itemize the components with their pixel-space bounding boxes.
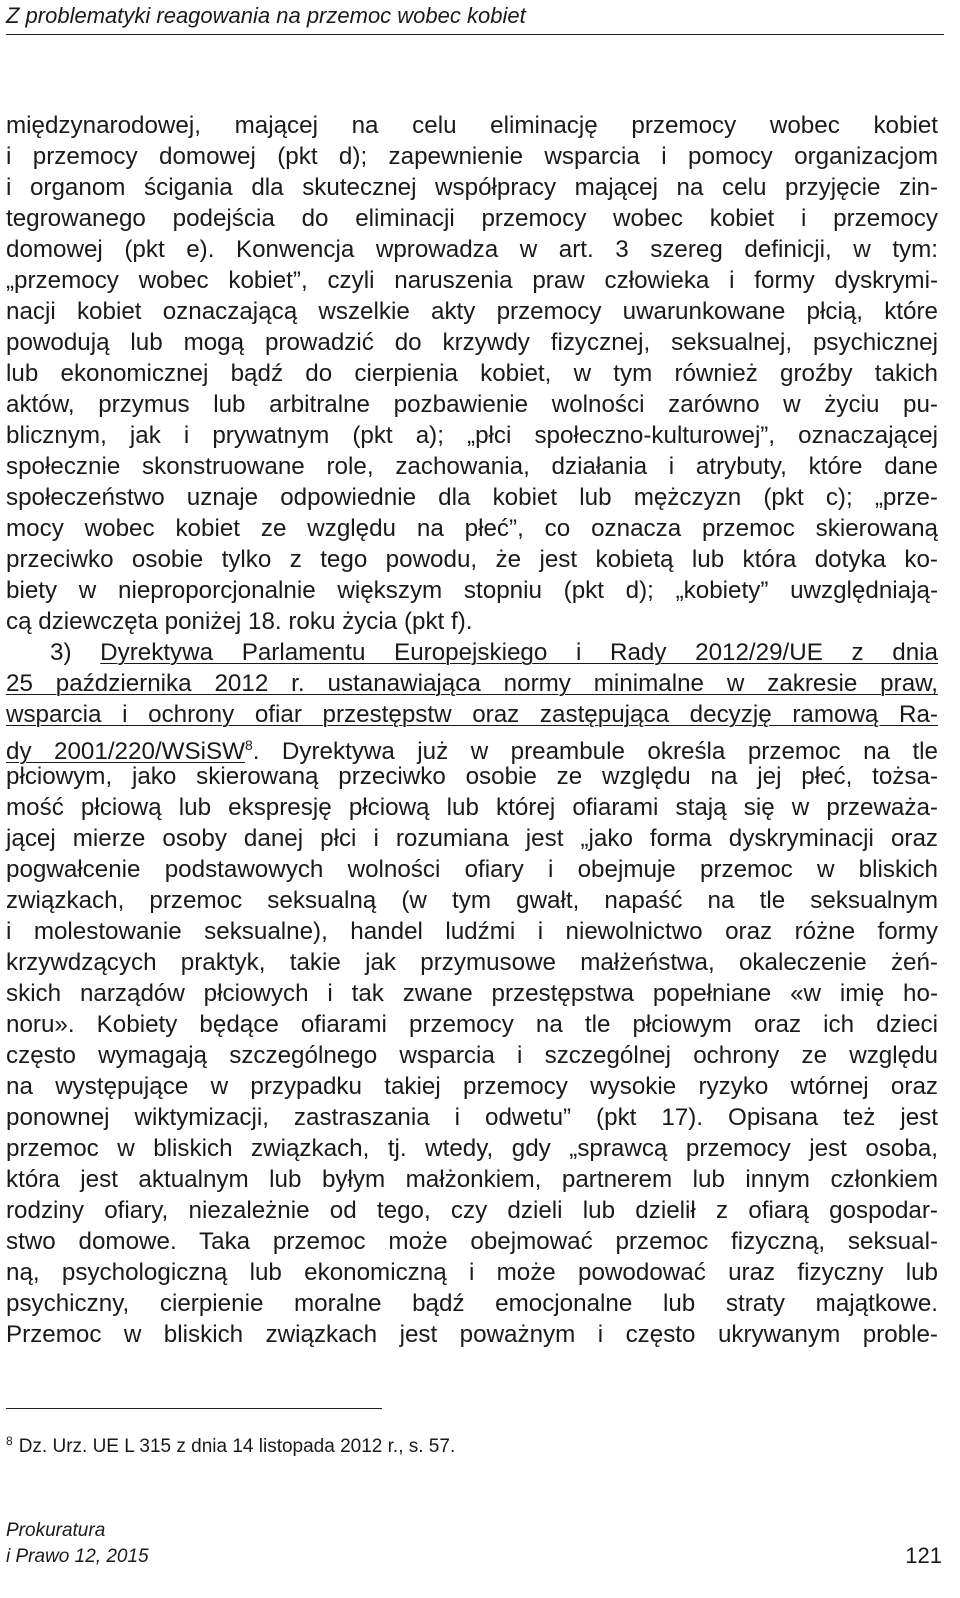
text-line: biety w nieproporcjonalnie większym stopniu (pkt d); „kobiety” uwzględniają- — [6, 577, 938, 604]
text-line: społeczeństwo uznaje odpowiednie dla kobiet lub mężczyzn (pkt c); „prze- — [6, 484, 938, 511]
text-line: mość płciową lub ekspresję płciową lub której ofiarami stają się w przeważa- — [6, 794, 938, 821]
directive-title-link[interactable]: dy 2001/220/WSiSW — [6, 738, 245, 765]
text-line: powodują lub mogą prowadzić do krzywdy fizycznej, seksualnej, psychicznej — [6, 329, 938, 356]
text-line: na występujące w przypadku takiej przemocy wysokie ryzyko wtórnej oraz — [6, 1073, 938, 1100]
text-line: międzynarodowej, mającej na celu eliminację przemocy wobec kobiet — [6, 112, 938, 139]
directive-title-line — [6, 699, 938, 730]
directive-title-link[interactable]: wsparcia i ochrony ofiar przestępstw oraz zastępująca decyzję ramową Ra- — [6, 701, 938, 728]
text-line: tegrowanego podejścia do eliminacji przemocy wobec kobiet i przemocy — [6, 205, 938, 232]
directive-title-line — [6, 668, 938, 699]
footnote — [6, 1428, 455, 1460]
footnote-number: 8 — [6, 1434, 13, 1448]
text-line: związkach, przemoc seksualną (w tym gwałt, napaść na tle seksualnym — [6, 887, 938, 914]
text-line: skich narządów płciowych i tak zwane przestępstwa popełniane «w imię ho- — [6, 980, 938, 1007]
directive-title-link[interactable]: Dyrektywa Parlamentu Europejskiego i Rady 2012/29/UE z dnia — [100, 639, 939, 666]
text-line: blicznym, jak i prywatnym (pkt a); „płci społeczno-kulturowej”, oznaczającej — [6, 422, 938, 449]
footnote-ref[interactable]: 8 — [244, 737, 253, 753]
text-line: stwo domowe. Taka przemoc może obejmować przemoc fizyczną, seksual- — [6, 1228, 938, 1255]
text-line: często wymagają szczególnego wsparcia i szczególnej ochrony ze względu — [6, 1042, 938, 1069]
text-line: krzywdzących praktyk, takie jak przymusowe małżeństwa, okaleczenie żeń- — [6, 949, 938, 976]
page-number: 121 — [905, 1543, 942, 1568]
journal-info — [6, 1518, 149, 1570]
text-line: nacji kobiet oznaczającą wszelkie akty przemocy uwarunkowane płcią, które — [6, 298, 938, 325]
text-line: cą dziewczęta poniżej 18. roku życia (pkt f). — [6, 608, 473, 635]
text-line: która jest aktualnym lub byłym małżonkiem, partnerem lub innym członkiem — [6, 1166, 938, 1193]
text-line: i przemocy domowej (pkt d); zapewnienie wsparcia i pomocy organizacjom — [6, 143, 938, 170]
header-title: Z problematyki reagowania na przemoc wobec kobiet — [6, 3, 526, 28]
footnote-divider — [6, 1408, 382, 1409]
journal-name: Prokuratura — [6, 1520, 106, 1541]
text-line: aktów, przymus lub arbitralne pozbawienie wolności zarówno w życiu pu- — [6, 391, 938, 418]
text-line: jącej mierze osoby danej płci i rozumiana jest „jako forma dyskryminacji oraz — [6, 825, 938, 852]
text-line: społecznie skonstruowane role, zachowania, działania i atrybuty, które dane — [6, 453, 938, 480]
main-text — [6, 110, 938, 1350]
running-header — [6, 2, 944, 35]
text-line: płciowym, jako skierowaną przeciwko osobie ze względu na jej płeć, tożsa- — [6, 763, 938, 790]
text-line: pogwałcenie podstawowych wolności ofiary i obejmuje przemoc w bliskich — [6, 856, 938, 883]
text-line: domowej (pkt e). Konwencja wprowadza w art. 3 szereg definicji, w tym: — [6, 236, 938, 263]
text-line: Przemoc w bliskich związkach jest poważnym i często ukrywanym proble- — [6, 1321, 938, 1348]
text-line: przeciwko osobie tylko z tego powodu, że jest kobietą lub która dotyka ko- — [6, 546, 938, 573]
text-line: lub ekonomicznej bądź do cierpienia kobiet, w tym również groźby takich — [6, 360, 938, 387]
text-line: psychiczny, cierpienie moralne bądź emocjonalne lub straty majątkowe. — [6, 1290, 938, 1317]
directive-heading-line — [6, 637, 938, 668]
text-line: przemoc w bliskich związkach, tj. wtedy, gdy „sprawcą przemocy jest osoba, — [6, 1135, 938, 1162]
journal-issue: i Prawo 12, 2015 — [6, 1546, 149, 1567]
text-line: mocy wobec kobiet ze względu na płeć”, co oznacza przemoc skierowaną — [6, 515, 938, 542]
footnote-text: Dz. Urz. UE L 315 z dnia 14 listopada 2012 r., s. 57. — [18, 1436, 456, 1457]
text-line: ponownej wiktymizacji, zastraszania i odwetu” (pkt 17). Opisana też jest — [6, 1104, 938, 1131]
text-segment: . Dyrektywa już w preambule określa przemoc na tle — [252, 738, 939, 765]
directive-title-link[interactable]: 25 października 2012 r. ustanawiająca normy minimalne w zakresie praw, — [6, 670, 938, 697]
text-line: i organom ścigania dla skutecznej współpracy mającej na celu przyjęcie zin- — [6, 174, 938, 201]
directive-title-line — [6, 730, 939, 765]
text-line: i molestowanie seksualne), handel ludźmi i niewolnictwo oraz różne formy — [6, 918, 938, 945]
text-line: noru». Kobiety będące ofiarami przemocy na tle płciowym oraz ich dzieci — [6, 1011, 938, 1038]
text-line: rodziny ofiary, niezależnie od tego, czy dzieli lub dzielił z ofiarą gospodar- — [6, 1197, 938, 1224]
text-line: „przemocy wobec kobiet”, czyli naruszenia praw człowieka i formy dyskrymi- — [6, 267, 938, 294]
text-line: ną, psychologiczną lub ekonomiczną i może powodować uraz fizyczny lub — [6, 1259, 938, 1286]
list-number: 3) — [50, 639, 101, 666]
